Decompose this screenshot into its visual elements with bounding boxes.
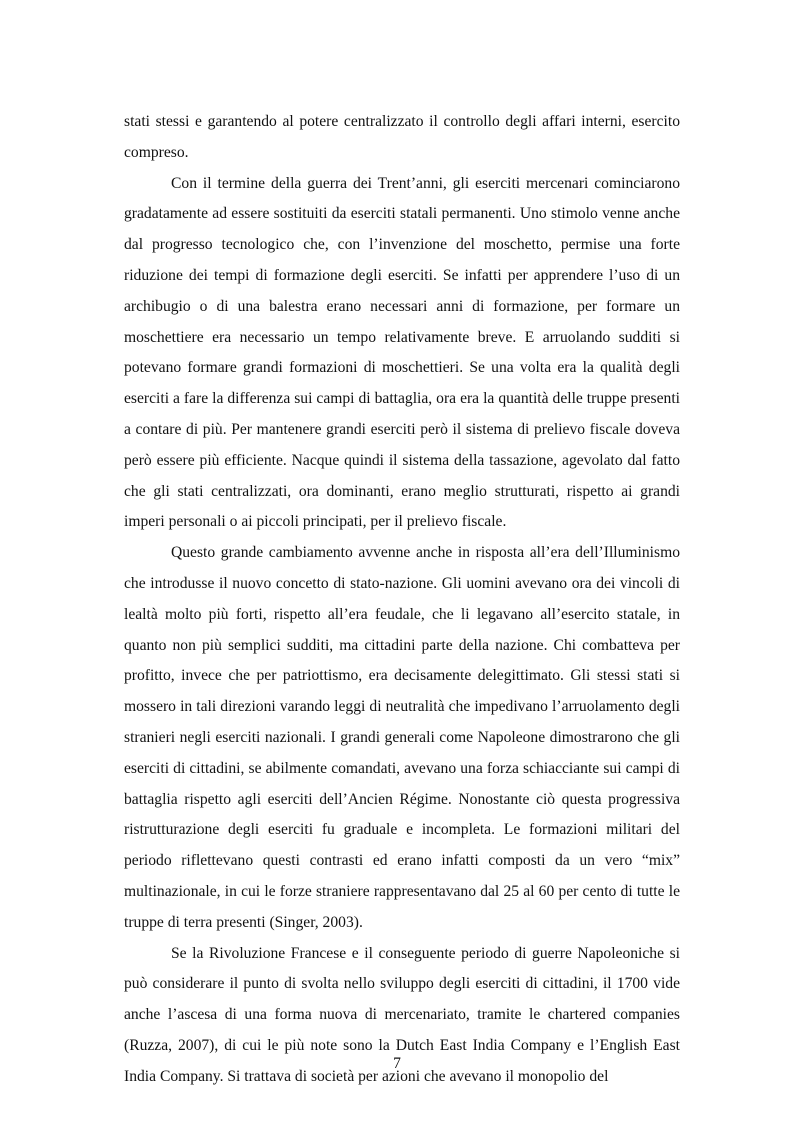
body-text xyxy=(124,107,680,1093)
page-number: 7 xyxy=(393,1055,401,1072)
paragraph-2: Con il termine della guerra dei Trent’anni, gli eserciti mercenari cominciarono gradatamente ad essere sostituiti da eserciti statali permanenti. Uno stimolo venne anche dal progresso tecnologico che, con l’invenzione del moschetto, permise una forte riduzione dei tempi di formazione degli eserciti. Se infatti per apprendere l’uso di un archibugio o di una balestra erano necessari anni di formazione, per formare un moschettiere era necessario un tempo relativamente breve. E arruolando sudditi si potevano formare grandi formazioni di moschettieri. Se una volta era la qualità degli eserciti a fare la differenza sui campi di battaglia, ora era la quantità delle truppe presenti a contare di più. Per mantenere grandi eserciti però il sistema di prelievo fiscale doveva però essere più efficiente. Nacque quindi il sistema della tassazione, agevolato dal fatto che gli stati centralizzati, ora dominanti, erano meglio strutturati, rispetto ai grandi imperi personali o ai piccoli principati, per il prelievo fiscale. xyxy=(124,174,680,531)
paragraph-1: stati stessi e garantendo al potere centralizzato il controllo degli affari interni, esercito compreso. xyxy=(124,113,680,161)
paragraph-3: Questo grande cambiamento avvenne anche in risposta all’era dell’Illuminismo che introdusse il nuovo concetto di stato-nazione. Gli uomini avevano ora dei vincoli di lealtà molto più forti, rispetto all’era feudale, che li legavano all’esercito statale, in quanto non più semplici sudditi, ma cittadini parte della nazione. Chi combatteva per profitto, invece che per patriottismo, era decisamente delegittimato. Gli stessi stati si mossero in tali direzioni varando leggi di neutralità che impedivano l’arruolamento degli stranieri negli eserciti nazionali. I grandi generali come Napoleone dimostrarono che gli eserciti di cittadini, se abilmente comandati, avevano una forza schiacciante sui campi di battaglia rispetto agli eserciti dell’Ancien Régime. Nonostante ciò questa progressiva ristrutturazione degli eserciti fu graduale e incompleta. Le formazioni militari del periodo riflettevano questi contrasti ed erano infatti composti da un vero “mix” multinazionale, in cui le forze straniere rappresentavano dal 25 al 60 per cento di tutte le truppe di terra presenti (Singer, 2003). xyxy=(124,544,680,931)
paragraph-4: Se la Rivoluzione Francese e il conseguente periodo di guerre Napoleoniche si può considerare il punto di svolta nello sviluppo degli eserciti di cittadini, il 1700 vide anche l’ascesa di una forma nuova di mercenariato, tramite le chartered companies (Ruzza, 2007), di cui le più note sono la Dutch East India Company e l’English East India Company. Si trattava di società per azioni che avevano il monopolio del xyxy=(124,944,680,1085)
